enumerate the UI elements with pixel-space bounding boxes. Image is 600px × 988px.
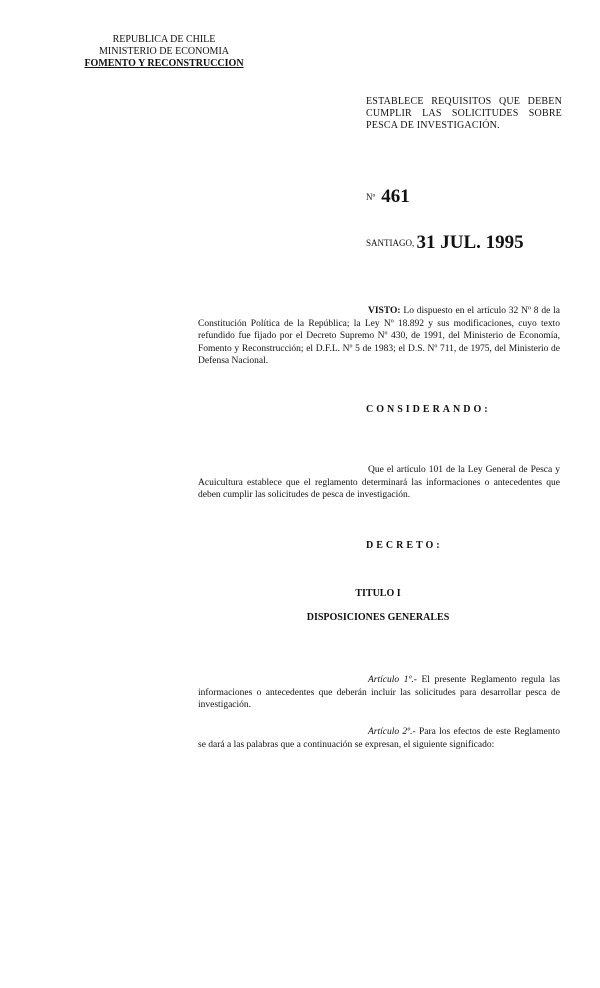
considerando-text: Que el artículo 101 de la Ley General de Pesca y Acuicultura establece que el reglamento determinará las informaciones o antecedentes que deben cumplir las solicitudes de pesca de investigación. [198,465,560,500]
decree-date-label: SANTIAGO, [366,238,415,248]
article-1-label: Artículo 1º.- [368,675,417,685]
letterhead-ministry: MINISTERIO DE ECONOMIA [99,46,229,57]
decree-number-value: 461 [381,186,410,207]
article-2-label: Artículo 2º.- [368,727,416,737]
considerando-paragraph [198,464,560,502]
titulo-heading: TITULO I [355,588,401,599]
visto-text: Lo dispuesto en el artículo 32 Nº 8 de la Constitución Política de la República; la Ley Nº 18.892 y sus modificaciones, cuyo texto refundido fue fijado por el Decreto Supremo Nº 430, de 1991, del Ministerio de Economía, Fomento y Reconstrucción; el D.F.L. Nº 5 de 1983; el D.S. Nº 711, de 1975, del Ministerio de Defensa Nacional. [198,306,560,366]
article-2 [198,726,560,751]
decree-subject: ESTABLECE REQUISITOS QUE DEBEN CUMPLIR LAS SOLICITUDES SOBRE PESCA DE INVESTIGACIÓN. [366,96,562,131]
considerando-heading: CONSIDERANDO: [366,404,491,415]
letterhead [74,34,254,70]
decree-date [366,232,524,254]
visto-paragraph [198,305,560,368]
article-1 [198,674,560,712]
visto-label: VISTO: [368,306,401,316]
decree-number-label: Nº [366,192,376,202]
decree-number [366,186,410,208]
decree-date-value: 31 JUL. 1995 [416,232,524,253]
article-1-text: El presente Reglamento regula las informaciones o antecedentes que deberán incluir las solicitudes para desarrollar pesca de investigación. [198,675,561,710]
article-2-text: Para los efectos de este Reglamento se dará a las palabras que a continuación se expresan, el siguiente significado: [198,727,560,750]
letterhead-country: REPUBLICA DE CHILE [112,34,216,45]
titulo-name: DISPOSICIONES GENERALES [306,612,450,623]
decreto-heading: DECRETO: [366,540,443,551]
letterhead-division: FOMENTO Y RECONSTRUCCION [84,58,244,69]
